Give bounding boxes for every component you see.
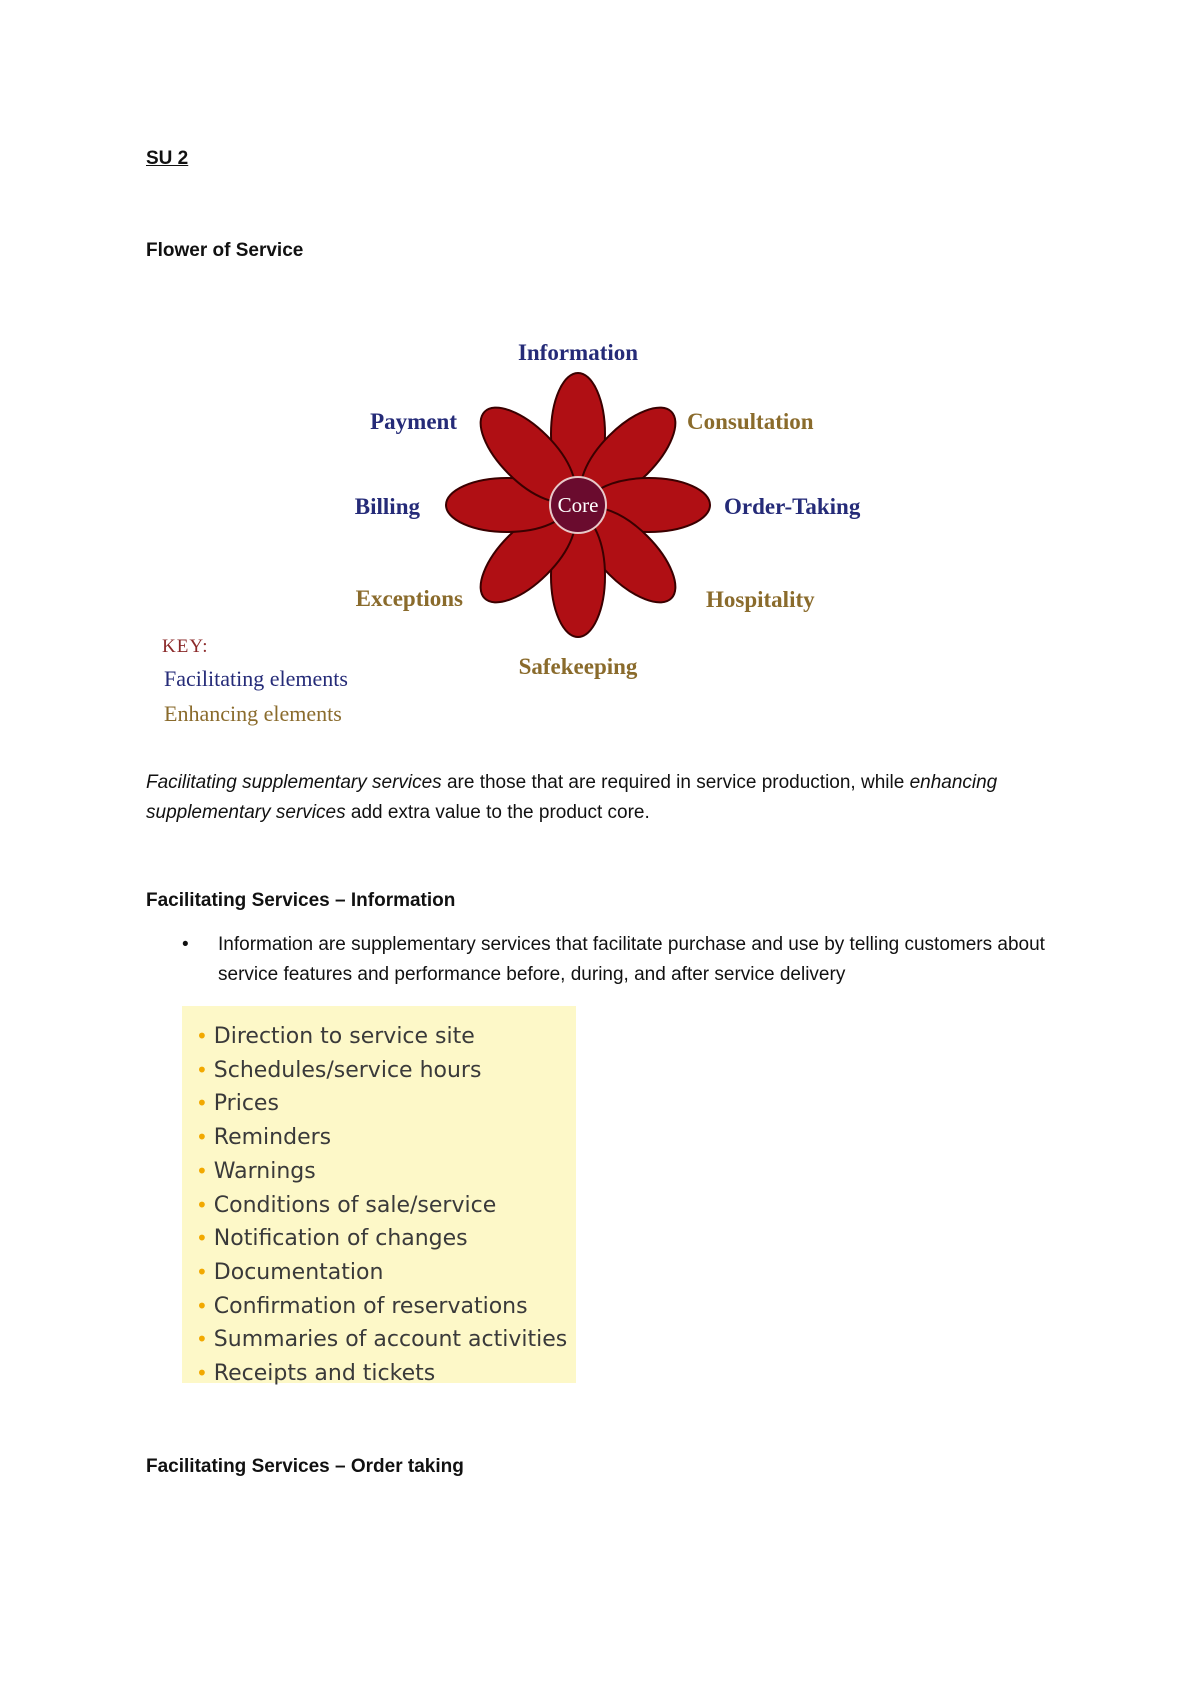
bullet-icon: • xyxy=(196,1057,208,1082)
order-taking-heading: Facilitating Services – Order taking xyxy=(146,1456,464,1477)
definition-paragraph xyxy=(146,768,1076,828)
list-item xyxy=(196,1357,576,1391)
list-item-text: Direction to service site xyxy=(213,1024,475,1049)
list-item xyxy=(196,1222,576,1256)
list-item-text: Conditions of sale/service xyxy=(213,1192,497,1218)
information-description: Information are supplementary services that facilitate purchase and use by telling customers about service features and performance before, during, and after service delivery xyxy=(218,934,1045,985)
definition-text-2: add extra value to the product core. xyxy=(345,802,650,823)
label-payment: Payment xyxy=(370,409,457,434)
list-item-text: Reminders xyxy=(213,1125,332,1151)
information-elements-list xyxy=(196,1020,576,1391)
list-item xyxy=(196,1054,576,1088)
bullet-icon: • xyxy=(196,1091,208,1116)
flower-of-service-diagram xyxy=(150,330,910,740)
list-item xyxy=(196,1155,576,1189)
key-title: KEY: xyxy=(162,636,209,657)
list-item-text: Schedules/service hours xyxy=(213,1057,482,1083)
key-enhancing: Enhancing elements xyxy=(164,701,342,726)
list-item-text: Prices xyxy=(213,1091,279,1117)
bullet-icon: • xyxy=(196,1327,208,1352)
label-billing: Billing xyxy=(354,494,420,519)
label-consultation: Consultation xyxy=(687,409,814,434)
bullet-icon: • xyxy=(196,1259,208,1284)
list-item-text: Warnings xyxy=(213,1158,316,1184)
list-item-text: Notification of changes xyxy=(213,1226,468,1252)
list-item-text: Confirmation of reservations xyxy=(213,1293,528,1319)
su-heading: SU 2 xyxy=(146,148,189,169)
diagram-key xyxy=(162,636,348,726)
list-item xyxy=(196,1256,576,1290)
list-item xyxy=(196,1189,576,1223)
information-elements-box xyxy=(182,1006,576,1387)
bullet-icon: • xyxy=(196,1125,208,1150)
list-item xyxy=(196,1121,576,1155)
bullet-icon: • xyxy=(196,1024,208,1048)
list-item xyxy=(196,1087,576,1121)
definition-text-1: are those that are required in service production, while xyxy=(441,772,910,793)
information-bullet-list xyxy=(146,930,1076,990)
bullet-icon: • xyxy=(196,1361,208,1386)
core-label: Core xyxy=(557,493,599,517)
bullet-icon: • xyxy=(196,1158,208,1183)
label-exceptions: Exceptions xyxy=(355,586,463,611)
bullet-icon: • xyxy=(196,1293,208,1318)
list-item-text: Documentation xyxy=(213,1259,384,1285)
list-item-text: Receipts and tickets xyxy=(213,1361,436,1387)
label-hospitality: Hospitality xyxy=(706,587,815,612)
key-facilitating: Facilitating elements xyxy=(164,666,348,691)
list-item xyxy=(146,930,1076,990)
label-order-taking: Order-Taking xyxy=(724,494,861,519)
list-item xyxy=(196,1020,576,1054)
label-information: Information xyxy=(517,340,639,365)
information-heading: Facilitating Services – Information xyxy=(146,890,456,911)
label-safekeeping: Safekeeping xyxy=(518,654,638,679)
bullet-icon: • xyxy=(182,934,189,955)
bullet-icon: • xyxy=(196,1226,208,1251)
term-facilitating: Facilitating supplementary services xyxy=(146,772,442,793)
bullet-icon: • xyxy=(196,1192,208,1217)
list-item xyxy=(196,1290,576,1324)
list-item xyxy=(196,1323,576,1357)
flower-of-service-heading: Flower of Service xyxy=(146,240,304,261)
term-enhancing: enhancing supplementary services xyxy=(146,772,998,823)
list-item-text: Summaries of account activities xyxy=(213,1327,568,1353)
